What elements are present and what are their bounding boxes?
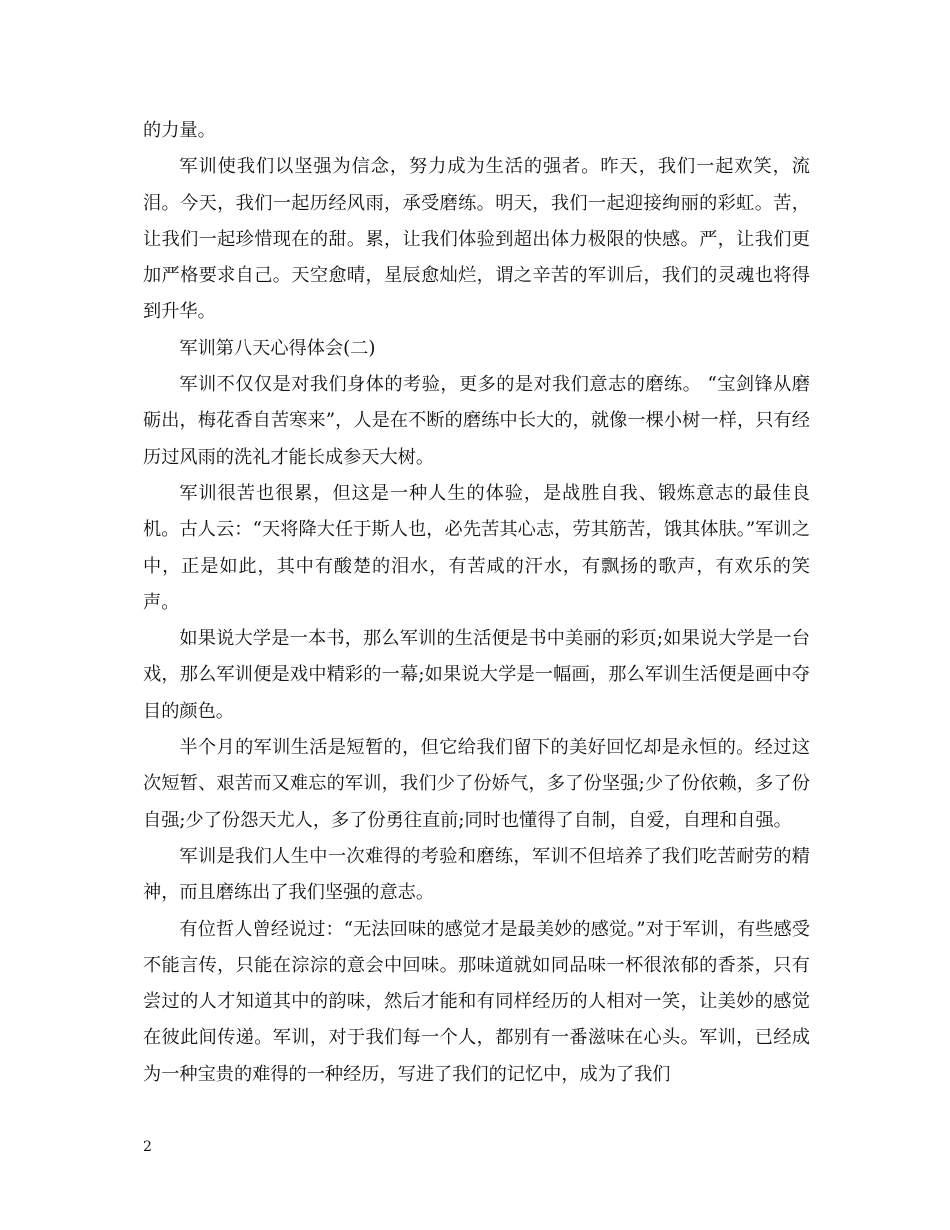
paragraph: 半个月的军训生活是短暂的，但它给我们留下的美好回忆却是永恒的。经过这次短暂、艰苦而又难忘的军训，我们少了份娇气，多了份坚强;少了份依赖，多了份自强;少了份怨天尤人，多了份勇往直前;同时也懂得了自制，自爱，自理和自强。 <box>143 737 810 831</box>
page-number: 2 <box>143 1139 152 1155</box>
paragraph: 有位哲人曾经说过：“无法回味的感觉才是最美妙的感觉。”对于军训，有些感受不能言传，只能在淙淙的意会中回味。那味道就如同品味一杯很浓郁的香茶，只有尝过的人才知道其中的韵味，然后才能和有同样经历的人相对一笑，让美妙的感觉在彼此间传递。军训，对于我们每一个人，都别有一番滋味在心头。军训，已经成为一种宝贵的难得的一种经历，写进了我们的记忆中，成为了我们 <box>143 918 810 1085</box>
document-body <box>143 113 810 1093</box>
paragraph: 军训不仅仅是对我们身体的考验，更多的是对我们意志的磨练。 “宝剑锋从磨砺出，梅花香自苦寒来”，人是在不断的磨练中长大的，就像一棵小树一样，只有经历过风雨的洗礼才能长成参天大树。 <box>143 374 810 468</box>
paragraph: 如果说大学是一本书，那么军训的生活便是书中美丽的彩页;如果说大学是一台戏，那么军训便是戏中精彩的一幕;如果说大学是一幅画，那么军训生活便是画中夺目的颜色。 <box>143 628 810 722</box>
section-heading: 军训第八天心得体会(二) <box>179 337 376 359</box>
paragraph: 军训使我们以坚强为信念，努力成为生活的强者。昨天，我们一起欢笑，流泪。今天，我们一起历经风雨，承受磨练。明天，我们一起迎接绚丽的彩虹。苦，让我们一起珍惜现在的甜。累，让我们体验到超出体力极限的快感。严，让我们更加严格要求自己。天空愈晴，星辰愈灿烂，谓之辛苦的军训后，我们的灵魂也将得到升华。 <box>143 156 810 323</box>
paragraph-continuation: 的力量。 <box>143 120 216 141</box>
paragraph: 军训是我们人生中一次难得的考验和磨练，军训不但培养了我们吃苦耐劳的精神，而且磨练出了我们坚强的意志。 <box>143 845 810 904</box>
paragraph: 军训很苦也很累，但这是一种人生的体验，是战胜自我、锻炼意志的最佳良机。古人云：“天将降大任于斯人也，必先苦其心志，劳其筋苦，饿其体肤。”军训之中，正是如此，其中有酸楚的泪水，有苦咸的汗水，有飘扬的歌声，有欢乐的笑声。 <box>143 482 810 613</box>
